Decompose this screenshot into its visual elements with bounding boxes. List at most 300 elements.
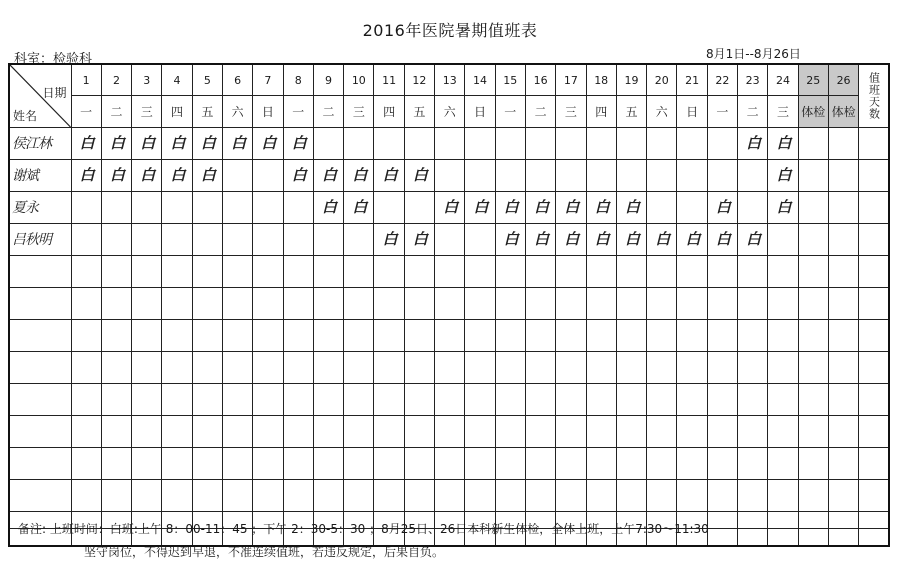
staff-row — [9, 192, 889, 224]
schedule-cell — [556, 448, 586, 480]
remark-line-2: 坚守岗位，不得迟到早退，不准连续值班，若违反规定，后果自负。 — [84, 545, 445, 559]
schedule-cell — [132, 192, 162, 224]
schedule-cell — [192, 288, 222, 320]
day-number-cell: 18 — [586, 64, 616, 96]
schedule-cell — [677, 320, 707, 352]
schedule-cell — [495, 320, 525, 352]
schedule-cell — [162, 480, 192, 512]
schedule-cell — [313, 256, 343, 288]
schedule-cell — [525, 480, 555, 512]
schedule-cell — [465, 128, 495, 160]
schedule-cell — [101, 320, 131, 352]
day-number-cell: 5 — [192, 64, 222, 96]
schedule-cell — [768, 512, 798, 529]
schedule-cell — [707, 480, 737, 512]
schedule-cell — [374, 448, 404, 480]
duty-count-cell — [859, 512, 889, 529]
day-shift-mark: 白 — [322, 166, 336, 184]
weekday-cell: 二 — [313, 96, 343, 128]
schedule-cell — [344, 224, 374, 256]
schedule-cell — [101, 480, 131, 512]
schedule-cell — [768, 288, 798, 320]
staff-name-cell — [9, 384, 71, 416]
day-shift-mark: 白 — [170, 166, 184, 184]
schedule-cell — [222, 192, 252, 224]
schedule-cell — [435, 288, 465, 320]
weekday-cell: 一 — [495, 96, 525, 128]
staff-name-cell — [9, 256, 71, 288]
schedule-cell — [798, 529, 828, 547]
day-shift-mark: 白 — [200, 134, 214, 152]
schedule-cell — [192, 448, 222, 480]
weekday-cell: 体检 — [798, 96, 828, 128]
schedule-cell — [828, 512, 858, 529]
schedule-cell — [556, 416, 586, 448]
schedule-cell — [707, 160, 737, 192]
schedule-cell — [132, 128, 162, 160]
day-shift-mark: 白 — [564, 198, 578, 216]
schedule-cell — [283, 480, 313, 512]
schedule-cell — [313, 128, 343, 160]
schedule-cell — [283, 160, 313, 192]
duty-count-cell — [859, 529, 889, 547]
schedule-cell — [71, 192, 101, 224]
duty-count-header: 值班天数 — [859, 64, 889, 128]
schedule-cell — [222, 128, 252, 160]
schedule-cell — [647, 320, 677, 352]
day-shift-mark: 白 — [79, 134, 93, 152]
duty-count-cell — [859, 160, 889, 192]
schedule-cell — [313, 224, 343, 256]
corner-header-cell — [9, 64, 71, 128]
schedule-cell — [828, 192, 858, 224]
schedule-cell — [738, 160, 768, 192]
day-number-cell: 23 — [738, 64, 768, 96]
day-shift-mark: 白 — [140, 134, 154, 152]
schedule-cell — [101, 416, 131, 448]
schedule-cell — [616, 128, 646, 160]
schedule-cell — [798, 256, 828, 288]
schedule-cell — [192, 352, 222, 384]
schedule-cell — [586, 224, 616, 256]
schedule-cell — [283, 256, 313, 288]
schedule-cell — [101, 288, 131, 320]
schedule-cell — [192, 320, 222, 352]
schedule-cell — [101, 128, 131, 160]
schedule-cell — [344, 320, 374, 352]
schedule-cell — [677, 224, 707, 256]
schedule-cell — [677, 480, 707, 512]
schedule-cell — [435, 128, 465, 160]
day-shift-mark: 白 — [776, 198, 790, 216]
day-shift-mark: 白 — [746, 230, 760, 248]
duty-count-cell — [859, 224, 889, 256]
weekday-cell: 三 — [556, 96, 586, 128]
staff-row — [9, 160, 889, 192]
schedule-cell — [71, 416, 101, 448]
staff-name: 夏永 — [12, 199, 38, 216]
schedule-cell — [71, 480, 101, 512]
schedule-cell — [677, 384, 707, 416]
day-number-cell: 24 — [768, 64, 798, 96]
schedule-cell — [313, 384, 343, 416]
weekday-cell: 日 — [465, 96, 495, 128]
day-number-cell: 8 — [283, 64, 313, 96]
schedule-cell — [283, 320, 313, 352]
schedule-cell — [374, 352, 404, 384]
schedule-cell — [768, 128, 798, 160]
schedule-cell — [283, 416, 313, 448]
corner-date-label: 日期 — [42, 86, 67, 100]
staff-name-cell — [9, 448, 71, 480]
schedule-cell — [768, 384, 798, 416]
day-number-cell: 13 — [435, 64, 465, 96]
day-shift-mark: 白 — [594, 230, 608, 248]
schedule-cell — [313, 480, 343, 512]
page-title: 2016年医院暑期值班表 — [362, 21, 538, 40]
schedule-cell — [828, 416, 858, 448]
schedule-cell — [101, 224, 131, 256]
weekday-cell: 五 — [192, 96, 222, 128]
schedule-cell — [616, 352, 646, 384]
weekday-cell: 六 — [647, 96, 677, 128]
schedule-cell — [738, 480, 768, 512]
day-shift-mark: 白 — [624, 230, 638, 248]
schedule-cell — [495, 128, 525, 160]
schedule-cell — [647, 192, 677, 224]
day-shift-mark: 白 — [412, 230, 426, 248]
schedule-cell — [132, 224, 162, 256]
day-number-cell: 2 — [101, 64, 131, 96]
schedule-cell — [798, 416, 828, 448]
schedule-cell — [525, 224, 555, 256]
schedule-cell — [344, 128, 374, 160]
schedule-cell — [404, 320, 434, 352]
schedule-cell — [586, 416, 616, 448]
schedule-cell — [344, 160, 374, 192]
schedule-cell — [677, 416, 707, 448]
schedule-cell — [828, 160, 858, 192]
schedule-cell — [616, 288, 646, 320]
schedule-cell — [435, 352, 465, 384]
schedule-cell — [465, 192, 495, 224]
day-shift-mark: 白 — [624, 198, 638, 216]
day-shift-mark: 白 — [443, 198, 457, 216]
schedule-cell — [707, 288, 737, 320]
day-number-cell: 10 — [344, 64, 374, 96]
schedule-cell — [525, 416, 555, 448]
schedule-cell — [465, 288, 495, 320]
schedule-cell — [374, 256, 404, 288]
weekday-cell: 三 — [132, 96, 162, 128]
schedule-cell — [435, 416, 465, 448]
day-shift-mark: 白 — [109, 166, 123, 184]
duty-count-cell — [859, 320, 889, 352]
schedule-cell — [71, 320, 101, 352]
schedule-cell — [828, 288, 858, 320]
schedule-cell — [435, 384, 465, 416]
schedule-cell — [253, 224, 283, 256]
schedule-cell — [162, 448, 192, 480]
schedule-cell — [404, 288, 434, 320]
day-shift-mark: 白 — [746, 134, 760, 152]
schedule-cell — [344, 288, 374, 320]
schedule-cell — [404, 448, 434, 480]
day-shift-mark: 白 — [382, 166, 396, 184]
schedule-cell — [192, 416, 222, 448]
schedule-cell — [738, 384, 768, 416]
schedule-cell — [192, 128, 222, 160]
weekday-cell: 一 — [707, 96, 737, 128]
schedule-cell — [677, 288, 707, 320]
schedule-cell — [798, 384, 828, 416]
day-number-cell: 15 — [495, 64, 525, 96]
schedule-cell — [707, 529, 737, 547]
schedule-cell — [647, 352, 677, 384]
schedule-cell — [192, 224, 222, 256]
schedule-cell — [768, 192, 798, 224]
schedule-cell — [828, 256, 858, 288]
schedule-cell — [768, 160, 798, 192]
schedule-cell — [556, 352, 586, 384]
schedule-cell — [738, 128, 768, 160]
schedule-cell — [71, 224, 101, 256]
schedule-cell — [253, 352, 283, 384]
schedule-cell — [162, 128, 192, 160]
schedule-cell — [738, 224, 768, 256]
schedule-cell — [374, 192, 404, 224]
day-number-cell: 21 — [677, 64, 707, 96]
schedule-cell — [828, 352, 858, 384]
schedule-cell — [768, 416, 798, 448]
day-shift-mark: 白 — [291, 166, 305, 184]
schedule-cell — [525, 384, 555, 416]
day-number-cell: 4 — [162, 64, 192, 96]
day-shift-mark: 白 — [322, 198, 336, 216]
schedule-cell — [798, 224, 828, 256]
schedule-cell — [556, 288, 586, 320]
schedule-cell — [768, 529, 798, 547]
schedule-cell — [374, 128, 404, 160]
schedule-cell — [344, 416, 374, 448]
schedule-cell — [344, 256, 374, 288]
schedule-cell — [192, 384, 222, 416]
day-shift-mark: 白 — [685, 230, 699, 248]
schedule-cell — [465, 448, 495, 480]
schedule-cell — [253, 288, 283, 320]
schedule-cell — [768, 320, 798, 352]
schedule-cell — [374, 224, 404, 256]
schedule-cell — [495, 224, 525, 256]
schedule-cell — [71, 288, 101, 320]
weekday-cell: 五 — [616, 96, 646, 128]
day-number-cell: 9 — [313, 64, 343, 96]
schedule-cell — [616, 448, 646, 480]
day-number-cell: 19 — [616, 64, 646, 96]
day-shift-mark: 白 — [109, 134, 123, 152]
schedule-cell — [556, 480, 586, 512]
schedule-cell — [71, 384, 101, 416]
schedule-cell — [132, 160, 162, 192]
weekday-cell: 四 — [586, 96, 616, 128]
schedule-cell — [313, 320, 343, 352]
schedule-cell — [677, 128, 707, 160]
schedule-cell — [738, 192, 768, 224]
schedule-cell — [283, 448, 313, 480]
schedule-cell — [707, 448, 737, 480]
schedule-cell — [707, 352, 737, 384]
schedule-cell — [222, 480, 252, 512]
schedule-cell — [253, 128, 283, 160]
schedule-cell — [465, 224, 495, 256]
schedule-cell — [253, 416, 283, 448]
schedule-cell — [71, 160, 101, 192]
staff-name-cell — [9, 416, 71, 448]
schedule-cell — [132, 448, 162, 480]
duty-count-cell — [859, 384, 889, 416]
schedule-cell — [647, 416, 677, 448]
schedule-cell — [465, 416, 495, 448]
schedule-cell — [313, 352, 343, 384]
duty-count-cell — [859, 448, 889, 480]
day-number-cell: 12 — [404, 64, 434, 96]
day-shift-mark: 白 — [382, 230, 396, 248]
schedule-cell — [101, 256, 131, 288]
empty-row — [9, 320, 889, 352]
schedule-cell — [253, 448, 283, 480]
schedule-cell — [404, 256, 434, 288]
schedule-cell — [162, 160, 192, 192]
empty-row — [9, 480, 889, 512]
day-number-cell: 6 — [222, 64, 252, 96]
weekday-cell: 日 — [677, 96, 707, 128]
schedule-cell — [374, 480, 404, 512]
schedule-cell — [798, 320, 828, 352]
schedule-cell — [465, 320, 495, 352]
schedule-cell — [71, 352, 101, 384]
day-shift-mark: 白 — [79, 166, 93, 184]
day-shift-mark: 白 — [715, 230, 729, 248]
schedule-cell — [465, 384, 495, 416]
empty-row — [9, 256, 889, 288]
schedule-cell — [435, 448, 465, 480]
staff-name-cell — [9, 128, 71, 160]
department-label: 科室：检验科 — [14, 52, 93, 67]
schedule-cell — [162, 384, 192, 416]
day-number-cell: 7 — [253, 64, 283, 96]
schedule-cell — [253, 256, 283, 288]
schedule-cell — [798, 352, 828, 384]
schedule-cell — [768, 256, 798, 288]
day-shift-mark: 白 — [140, 166, 154, 184]
schedule-cell — [132, 384, 162, 416]
schedule-cell — [162, 224, 192, 256]
schedule-cell — [465, 256, 495, 288]
day-shift-mark: 白 — [231, 134, 245, 152]
schedule-cell — [404, 160, 434, 192]
schedule-cell — [101, 160, 131, 192]
duty-count-cell — [859, 256, 889, 288]
schedule-cell — [525, 256, 555, 288]
schedule-cell — [768, 480, 798, 512]
schedule-cell — [556, 160, 586, 192]
day-number-cell: 20 — [647, 64, 677, 96]
schedule-cell — [222, 288, 252, 320]
day-shift-mark: 白 — [412, 166, 426, 184]
day-shift-mark: 白 — [594, 198, 608, 216]
schedule-cell — [828, 529, 858, 547]
schedule-cell — [162, 192, 192, 224]
schedule-cell — [222, 384, 252, 416]
duty-count-cell — [859, 416, 889, 448]
schedule-cell — [495, 480, 525, 512]
schedule-cell — [495, 384, 525, 416]
schedule-cell — [283, 128, 313, 160]
schedule-cell — [525, 160, 555, 192]
schedule-cell — [738, 256, 768, 288]
schedule-cell — [495, 160, 525, 192]
schedule-cell — [101, 384, 131, 416]
day-shift-mark: 白 — [503, 198, 517, 216]
corner-name-label: 姓名 — [13, 109, 38, 123]
schedule-cell — [101, 192, 131, 224]
schedule-cell — [313, 192, 343, 224]
schedule-cell — [253, 160, 283, 192]
schedule-cell — [707, 512, 737, 529]
empty-row — [9, 352, 889, 384]
day-shift-mark: 白 — [352, 166, 366, 184]
schedule-cell — [828, 224, 858, 256]
schedule-cell — [404, 352, 434, 384]
duty-count-cell — [859, 480, 889, 512]
schedule-cell — [677, 160, 707, 192]
duty-count-cell — [859, 128, 889, 160]
weekday-cell: 二 — [525, 96, 555, 128]
schedule-cell — [828, 384, 858, 416]
schedule-cell — [344, 448, 374, 480]
schedule-cell — [556, 384, 586, 416]
schedule-cell — [647, 288, 677, 320]
schedule-cell — [465, 160, 495, 192]
schedule-cell — [616, 224, 646, 256]
day-shift-mark: 白 — [261, 134, 275, 152]
remark-line-1: 备注: 上班时间：白班:上午 8：00-11：45 ；下午 2：30-5：30 ；8月25日、26日本科新生体检，全体上班，上午7:30～11:30 — [18, 522, 709, 536]
schedule-cell — [586, 160, 616, 192]
schedule-cell — [283, 352, 313, 384]
schedule-cell — [616, 256, 646, 288]
schedule-cell — [404, 128, 434, 160]
duty-count-cell — [859, 352, 889, 384]
schedule-cell — [222, 448, 252, 480]
schedule-cell — [283, 192, 313, 224]
schedule-cell — [162, 352, 192, 384]
schedule-cell — [132, 416, 162, 448]
schedule-cell — [344, 192, 374, 224]
weekday-cell: 三 — [768, 96, 798, 128]
schedule-cell — [283, 224, 313, 256]
duty-count-cell — [859, 192, 889, 224]
weekday-cell: 四 — [374, 96, 404, 128]
schedule-cell — [313, 448, 343, 480]
schedule-cell — [374, 320, 404, 352]
schedule-cell — [798, 128, 828, 160]
schedule-cell — [798, 288, 828, 320]
schedule-cell — [71, 448, 101, 480]
schedule-cell — [768, 352, 798, 384]
schedule-cell — [707, 128, 737, 160]
schedule-cell — [162, 256, 192, 288]
schedule-cell — [586, 352, 616, 384]
